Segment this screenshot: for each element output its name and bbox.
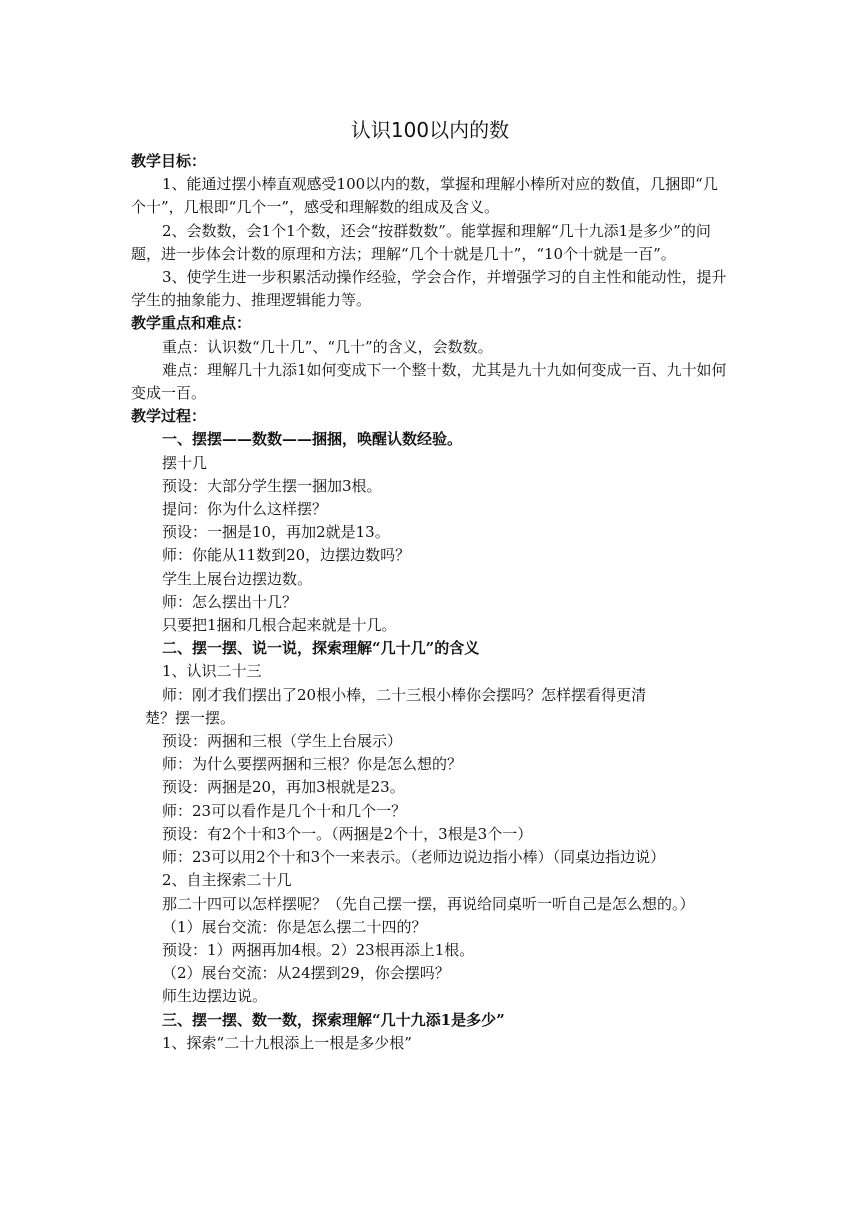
part1-line: 提问：你为什么这样摆？ bbox=[162, 500, 328, 519]
goal-item: 1、能通过摆小棒直观感受100以内的数，掌握和理解小棒所对应的数值，几捆即“几个十”，几根即“几个一”，感受和理解数的组成及含义。 bbox=[131, 175, 718, 217]
part2-sub1: 1、认识二十三 bbox=[162, 662, 262, 681]
part2-question-cont: 楚？摆一摆。 bbox=[145, 708, 236, 727]
part2-exchange: （1）展台交流：你是怎么摆二十四的？ bbox=[162, 917, 427, 936]
process-heading: 教学过程： bbox=[131, 407, 207, 426]
part2-sub2: 2、自主探索二十几 bbox=[162, 871, 292, 890]
part1-line: 师：怎么摆出十几？ bbox=[162, 592, 298, 611]
document-body bbox=[131, 150, 731, 1055]
part2-question: 师：刚才我们摆出了20根小棒，二十三根小棒你会摆吗？怎样摆看得更清 bbox=[162, 685, 647, 704]
part1-line: 摆十几 bbox=[162, 453, 208, 472]
key-heading: 教学重点和难点： bbox=[131, 314, 252, 333]
goal-item: 2、会数数，会1个1个数，还会“按群数数”。能掌握和理解“几十九添1是多少”的问题，进一步体会计数的原理和方法；理解“几个十就是几十”，“10个十就是一百”。 bbox=[131, 221, 711, 263]
part3-sub1: 1、探索“二十九根添上一根是多少根” bbox=[162, 1033, 412, 1052]
part1-line: 只要把1捆和几根合起来就是十几。 bbox=[162, 616, 397, 635]
goal-item: 3、使学生进一步积累活动操作经验，学会合作，并增强学习的自主性和能动性，提升学生的抽象能力、推理逻辑能力等。 bbox=[131, 268, 727, 310]
goals-heading: 教学目标： bbox=[131, 152, 207, 170]
part1-line: 预设：大部分学生摆一捆加3根。 bbox=[162, 476, 382, 495]
part2-explore: 那二十四可以怎样摆呢？（先自己摆一摆，再说给同桌听一听自己是怎么想的。） bbox=[162, 894, 695, 913]
part2-exchange: （2）展台交流：从24摆到29，你会摆吗？ bbox=[162, 964, 450, 983]
part2-together: 师生边摆边说。 bbox=[162, 987, 268, 1006]
part1-line: 预设：一捆是10，再加2就是13。 bbox=[162, 523, 390, 542]
part2-line: 预设：两捆是20，再加3根就是23。 bbox=[162, 778, 405, 797]
page-title: 认识100以内的数 bbox=[350, 118, 510, 142]
part2-preset: 预设：1）两捆再加4根。2）23根再添上1根。 bbox=[162, 940, 475, 959]
part2-line: 师：23可以看作是几个十和几个一？ bbox=[162, 801, 407, 820]
part2-teacher-show: 师：23可以用2个十和3个一来表示。（老师边说边指小棒）（同桌边指边说） bbox=[162, 848, 666, 867]
part3-heading: 三、摆一摆、数一数，探索理解“几十九添1是多少” bbox=[162, 1010, 505, 1029]
part1-heading: 一、摆摆——数数——捆捆，唤醒认数经验。 bbox=[162, 430, 463, 449]
key-point: 重点：认识数“几十几”、“几十”的含义，会数数。 bbox=[162, 337, 493, 356]
part2-line: 预设：有2个十和3个一。（两捆是2个十，3根是3个一） bbox=[162, 824, 533, 843]
part1-line: 师：你能从11数到20，边摆边数吗？ bbox=[162, 546, 411, 565]
part1-line: 学生上展台边摆边数。 bbox=[162, 569, 313, 588]
part2-heading: 二、摆一摆、说一说，探索理解“几十几”的含义 bbox=[162, 639, 480, 658]
part2-line: 师：为什么要摆两捆和三根？你是怎么想的？ bbox=[162, 755, 463, 774]
difficult-point: 难点：理解几十九添1如何变成下一个整十数，尤其是九十九如何变成一百、九十如何变成一百。 bbox=[131, 360, 727, 403]
part2-line: 预设：两捆和三根（学生上台展示） bbox=[162, 732, 403, 751]
